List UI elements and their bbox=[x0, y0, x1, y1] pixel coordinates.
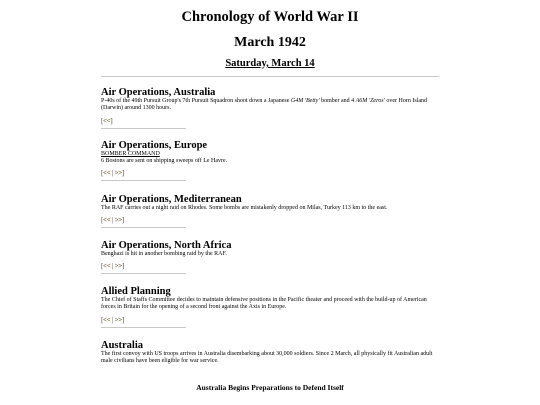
section-nav: [<< | >>] bbox=[101, 315, 124, 324]
site-title: Chronology of World War II bbox=[181, 9, 359, 25]
section-nav: [<<] bbox=[101, 116, 113, 125]
back-arrow-link[interactable]: << bbox=[103, 315, 111, 324]
month-heading: March 1942 bbox=[234, 35, 306, 50]
section-divider bbox=[101, 180, 186, 181]
section-nav: [<< | >>] bbox=[101, 216, 124, 225]
section-air-ops-mediterranean bbox=[101, 194, 439, 228]
forward-arrow-link[interactable]: >> bbox=[114, 262, 122, 271]
section-title: Allied Planning bbox=[101, 286, 171, 297]
back-arrow-link[interactable]: << bbox=[103, 262, 111, 271]
section-divider bbox=[101, 327, 186, 328]
section-subtitle-link[interactable]: BOMBER COMMAND bbox=[101, 151, 160, 157]
section-air-ops-europe bbox=[101, 140, 439, 181]
section-body: The Chief of Staffs Committee decides to maintain defensive positions in the Pacific theater and proceed with the build-up of American forces in Britain for the opening of a second front against the Axis in Europe. bbox=[101, 297, 427, 311]
section-title: Air Operations, Europe bbox=[101, 140, 208, 151]
section-allied-planning bbox=[101, 286, 439, 328]
section-body: Benghazi is hit in another bombing raid by the RAF. bbox=[101, 251, 227, 257]
section-title: Air Operations, Mediterranean bbox=[101, 194, 242, 205]
forward-arrow-link[interactable]: >> bbox=[114, 169, 122, 178]
section-title: Australia bbox=[101, 340, 143, 351]
back-arrow-link[interactable]: << bbox=[103, 216, 111, 225]
back-arrow-link[interactable]: << bbox=[103, 116, 111, 125]
section-body: The first convoy with US troops arrives in Australia disembarking about 30,000 soldiers. Since 2 March, all physically fit Australian adult male civilians have been eligible for war service. bbox=[101, 351, 433, 365]
section-nav: [<< | >>] bbox=[101, 169, 124, 178]
section-title: Air Operations, Australia bbox=[101, 87, 216, 98]
section-body: 6 Bostons are sent on shipping sweeps off Le Havre. bbox=[101, 158, 228, 164]
article-heading: Australia Begins Preparations to Defend Itself bbox=[196, 383, 344, 392]
section-air-ops-north-africa bbox=[101, 240, 439, 274]
section-body: The RAF carries out a night raid on Rhodes. Some bombs are mistakenly dropped on Milas, Turkey 113 km to the east. bbox=[101, 205, 388, 211]
section-divider bbox=[101, 128, 186, 129]
forward-arrow-link[interactable]: >> bbox=[114, 315, 122, 324]
section-nav: [<< | >>] bbox=[101, 262, 124, 271]
section-divider bbox=[101, 273, 186, 274]
back-arrow-link[interactable]: << bbox=[103, 169, 111, 178]
section-australia bbox=[101, 340, 439, 366]
forward-arrow-link[interactable]: >> bbox=[114, 216, 122, 225]
section-air-ops-australia bbox=[101, 87, 439, 129]
section-body: P-40s of the 49th Pursuit Group's 7th Pursuit Squadron shoot down a Japanese G4M 'Betty' bomber and 4 A6M 'Zeros' over Horn Island (Darwin) around 1300 hours. bbox=[101, 98, 427, 112]
section-divider bbox=[101, 227, 186, 228]
section-title: Air Operations, North Africa bbox=[101, 240, 232, 251]
top-divider bbox=[101, 76, 439, 77]
day-heading[interactable]: Saturday, March 14 bbox=[225, 58, 315, 69]
